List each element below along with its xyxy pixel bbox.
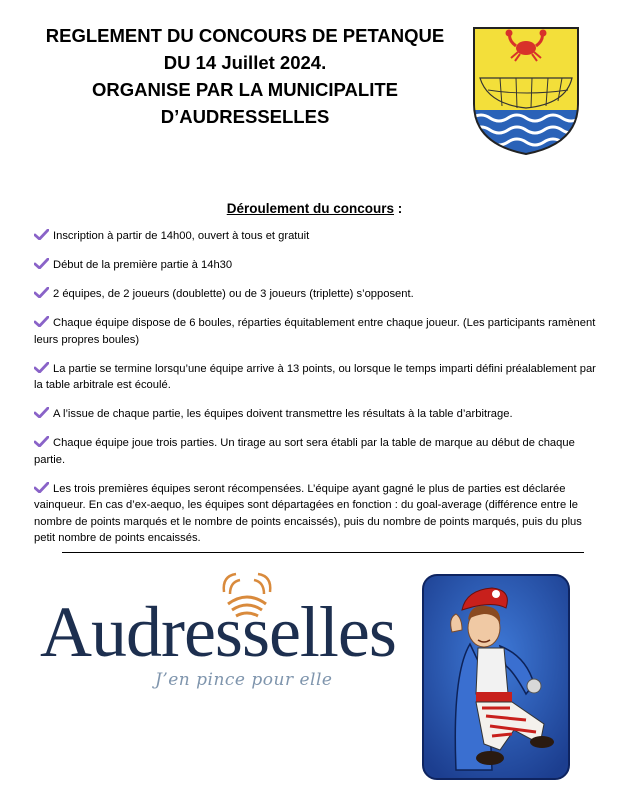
title-line-2: DU 14 Juillet 2024.	[163, 52, 327, 73]
check-icon	[34, 229, 49, 240]
section-heading	[0, 201, 629, 216]
list-item	[34, 481, 606, 547]
list-item	[34, 228, 606, 245]
check-icon	[34, 316, 49, 327]
list-item	[34, 286, 606, 303]
rule-text: Les trois premières équipes seront récompensées. L’équipe ayant gagné le plus de parties est déclarée vainqueur. En cas d’ex-aequo, les équipes sont départagées en fonction : du goal-average (différence entre le nombre de points marqués et le nombre de points encaissés), puis du nombre de points marqués, puis du plus petit nombre de points encaissés.	[34, 482, 582, 544]
logo-tagline: J’en pince pour elle	[155, 670, 333, 690]
section-heading-colon: :	[394, 201, 403, 216]
check-icon	[34, 258, 49, 269]
list-item	[34, 257, 606, 274]
check-icon	[34, 482, 49, 493]
check-icon	[34, 436, 49, 447]
section-heading-text: Déroulement du concours	[226, 201, 395, 216]
document-title	[20, 22, 470, 130]
title-line-3: ORGANISE PAR LA MUNICIPALITE	[92, 79, 398, 100]
list-item	[34, 406, 606, 423]
check-icon	[34, 362, 49, 373]
title-line-4: D’AUDRESSELLES	[160, 106, 330, 127]
rule-text: A l’issue de chaque partie, les équipes doivent transmettre les résultats à la table d’arbitrage.	[53, 408, 513, 420]
check-icon	[34, 287, 49, 298]
audresselles-logo	[40, 570, 420, 720]
list-item	[34, 315, 606, 348]
rule-text: Inscription à partir de 14h00, ouvert à tous et gratuit	[53, 230, 310, 242]
list-item	[34, 361, 606, 394]
rule-text: Début de la première partie à 14h30	[53, 259, 233, 271]
rule-text: La partie se termine lorsqu’une équipe arrive à 13 points, ou lorsque le temps imparti défini préalablement par la table arbitrale est écoulé.	[34, 362, 596, 391]
mascot-illustration	[422, 574, 570, 780]
logo-wordmark: Audresselles	[40, 592, 396, 672]
rules-list	[34, 228, 606, 559]
rule-text: 2 équipes, de 2 joueurs (doublette) ou de 3 joueurs (triplette) s’opposent.	[53, 288, 414, 300]
rule-text: Chaque équipe joue trois parties. Un tirage au sort sera établi par la table de marque au début de chaque partie.	[34, 437, 575, 466]
coat-of-arms	[472, 26, 580, 156]
check-icon	[34, 407, 49, 418]
title-line-1: REGLEMENT DU CONCOURS DE PETANQUE	[45, 25, 445, 46]
list-item	[34, 435, 606, 468]
divider	[62, 552, 584, 553]
rule-text: Chaque équipe dispose de 6 boules, réparties équitablement entre chaque joueur. (Les participants ramènent leurs propres boules)	[34, 317, 596, 346]
